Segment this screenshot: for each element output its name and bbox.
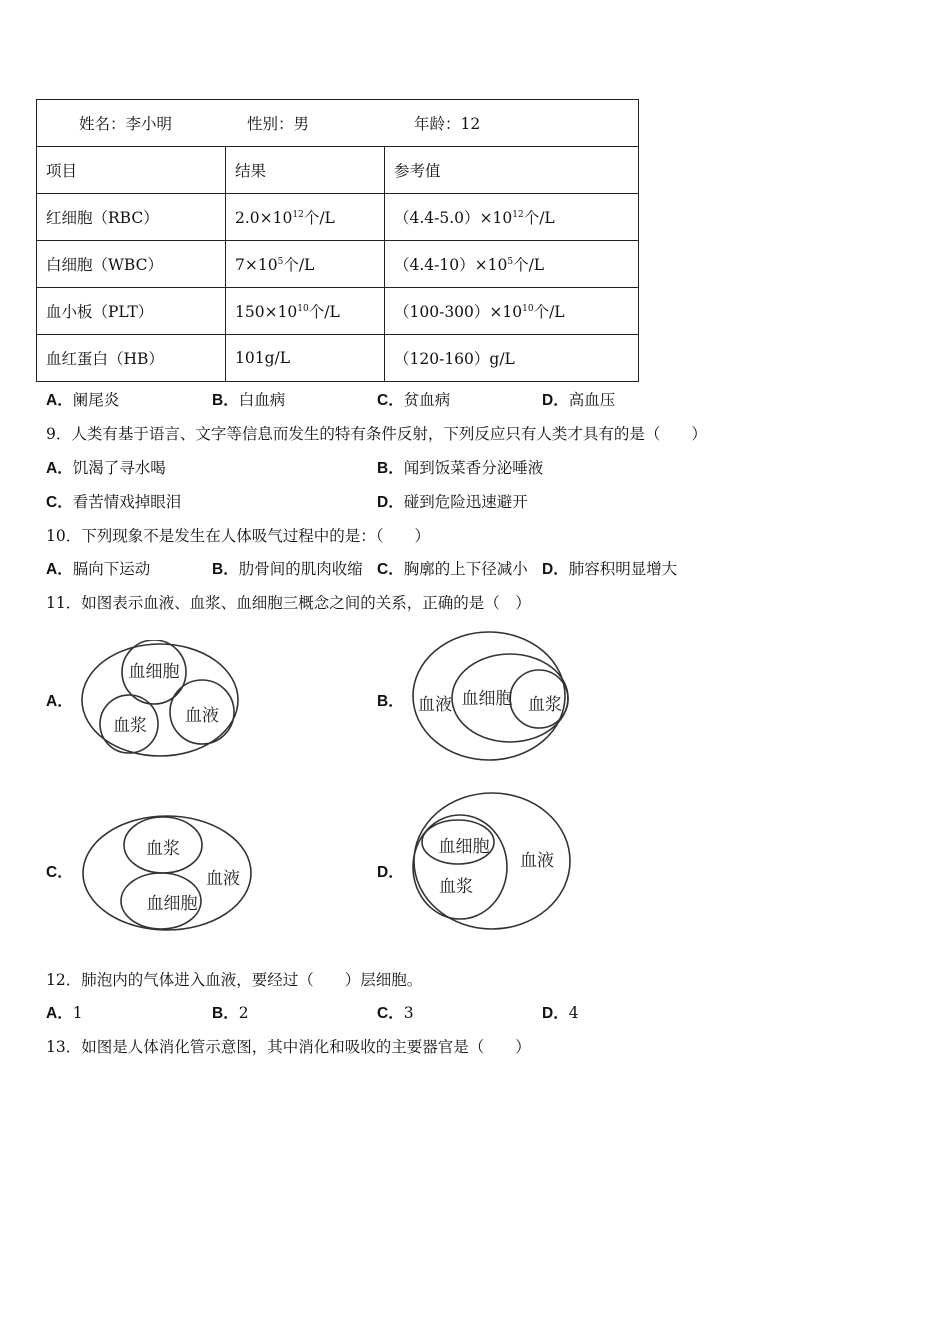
reference-cell: $(4.4-5.0)\times 10^{12}$个/L <box>385 194 639 241</box>
q8-option-d[interactable]: D．高血压 <box>542 391 616 409</box>
q12-option-d[interactable]: D．4 <box>542 1004 579 1022</box>
q11-stem: 11．如图表示血液、血浆、血细胞三概念之间的关系，正确的是（ ） <box>46 594 531 612</box>
q12-option-a[interactable]: A．1 <box>46 1004 83 1022</box>
q11-option-a-letter[interactable]: A． <box>46 693 73 710</box>
table-row <box>37 335 639 382</box>
table-row <box>37 241 639 288</box>
q8-option-a[interactable]: A．阑尾炎 <box>46 391 120 409</box>
diagram-c-label-1: 血浆 <box>146 839 180 859</box>
patient-info-cell <box>37 100 639 147</box>
diagram-c-label-2: 血细胞 <box>146 894 198 914</box>
q12-option-b[interactable]: B．2 <box>212 1004 249 1022</box>
diagram-b-label-1: 血液 <box>418 695 452 715</box>
diagram-d-label-1: 血细胞 <box>438 837 490 857</box>
item-cell: 血红蛋白（HB） <box>37 335 226 382</box>
diagram-c-label-3: 血液 <box>206 869 240 889</box>
patient-age: 年龄：12 <box>414 115 481 133</box>
item-cell: 血小板（PLT） <box>37 288 226 335</box>
reference-cell: （120-160）g/L <box>385 335 639 382</box>
q12-stem: 12．肺泡内的气体进入血液，要经过（ ）层细胞。 <box>46 971 423 989</box>
diagram-b-label-2: 血细胞 <box>461 689 513 709</box>
q10-stem: 10．下列现象不是发生在人体吸气过程中的是：（ ） <box>46 527 430 545</box>
q10-option-a[interactable]: A．膈向下运动 <box>46 560 151 578</box>
diagram-a-label-1: 血细胞 <box>128 662 180 682</box>
q11-option-c-letter[interactable]: C． <box>46 864 73 881</box>
q11-diagram-d[interactable] <box>410 790 576 936</box>
result-cell: $7\times 10^5$个/L <box>226 241 385 288</box>
diagram-a-label-2: 血浆 <box>113 716 147 736</box>
result-cell: $150\times 10^{10}$个/L <box>226 288 385 335</box>
reference-cell: $(4.4-10)\times 10^5$个/L <box>385 241 639 288</box>
q11-diagram-a[interactable] <box>78 640 244 762</box>
q8-option-c[interactable]: C．贫血病 <box>377 391 451 409</box>
diagram-b-label-3: 血浆 <box>528 695 562 715</box>
q11-diagram-c[interactable] <box>80 812 256 934</box>
q11-diagram-b[interactable] <box>410 628 576 764</box>
q10-option-c[interactable]: C．胸廓的上下径减小 <box>377 560 528 578</box>
q9-option-c[interactable]: C．看苦情戏掉眼泪 <box>46 493 182 511</box>
patient-name: 姓名：李小明 <box>79 115 173 133</box>
item-cell: 白细胞（WBC） <box>37 241 226 288</box>
q11-option-d-letter[interactable]: D． <box>377 864 404 881</box>
item-cell: 红细胞（RBC） <box>37 194 226 241</box>
q10-option-b[interactable]: B．肋骨间的肌肉收缩 <box>212 560 363 578</box>
q9-option-d[interactable]: D．碰到危险迅速避开 <box>377 493 528 511</box>
reference-cell: $(100-300)\times 10^{10}$个/L <box>385 288 639 335</box>
column-header: 结果 <box>226 147 385 194</box>
column-header: 项目 <box>37 147 226 194</box>
lab-results-table <box>36 99 639 382</box>
q13-stem: 13．如图是人体消化管示意图，其中消化和吸收的主要器官是（ ） <box>46 1038 531 1056</box>
patient-gender: 性别：男 <box>247 115 310 133</box>
diagram-d-label-2: 血浆 <box>439 877 473 897</box>
q9-stem: 9．人类有基于语言、文字等信息而发生的特有条件反射，下列反应只有人类才具有的是（ ） <box>46 425 707 443</box>
table-header-row <box>37 100 639 147</box>
diagram-d-label-3: 血液 <box>520 851 554 871</box>
q12-option-c[interactable]: C．3 <box>377 1004 414 1022</box>
q9-option-b[interactable]: B．闻到饭菜香分泌唾液 <box>377 459 544 477</box>
q9-option-a[interactable]: A．饥渴了寻水喝 <box>46 459 166 477</box>
q10-option-d[interactable]: D．肺容积明显增大 <box>542 560 678 578</box>
q11-option-b-letter[interactable]: B． <box>377 693 404 710</box>
column-header-row <box>37 147 639 194</box>
result-cell: 101g/L <box>226 335 385 382</box>
q8-option-b[interactable]: B．白血病 <box>212 391 286 409</box>
diagram-a-label-3: 血液 <box>185 706 219 726</box>
result-cell: $2.0\times 10^{12}$个/L <box>226 194 385 241</box>
column-header: 参考值 <box>385 147 639 194</box>
table-row <box>37 194 639 241</box>
table-row <box>37 288 639 335</box>
